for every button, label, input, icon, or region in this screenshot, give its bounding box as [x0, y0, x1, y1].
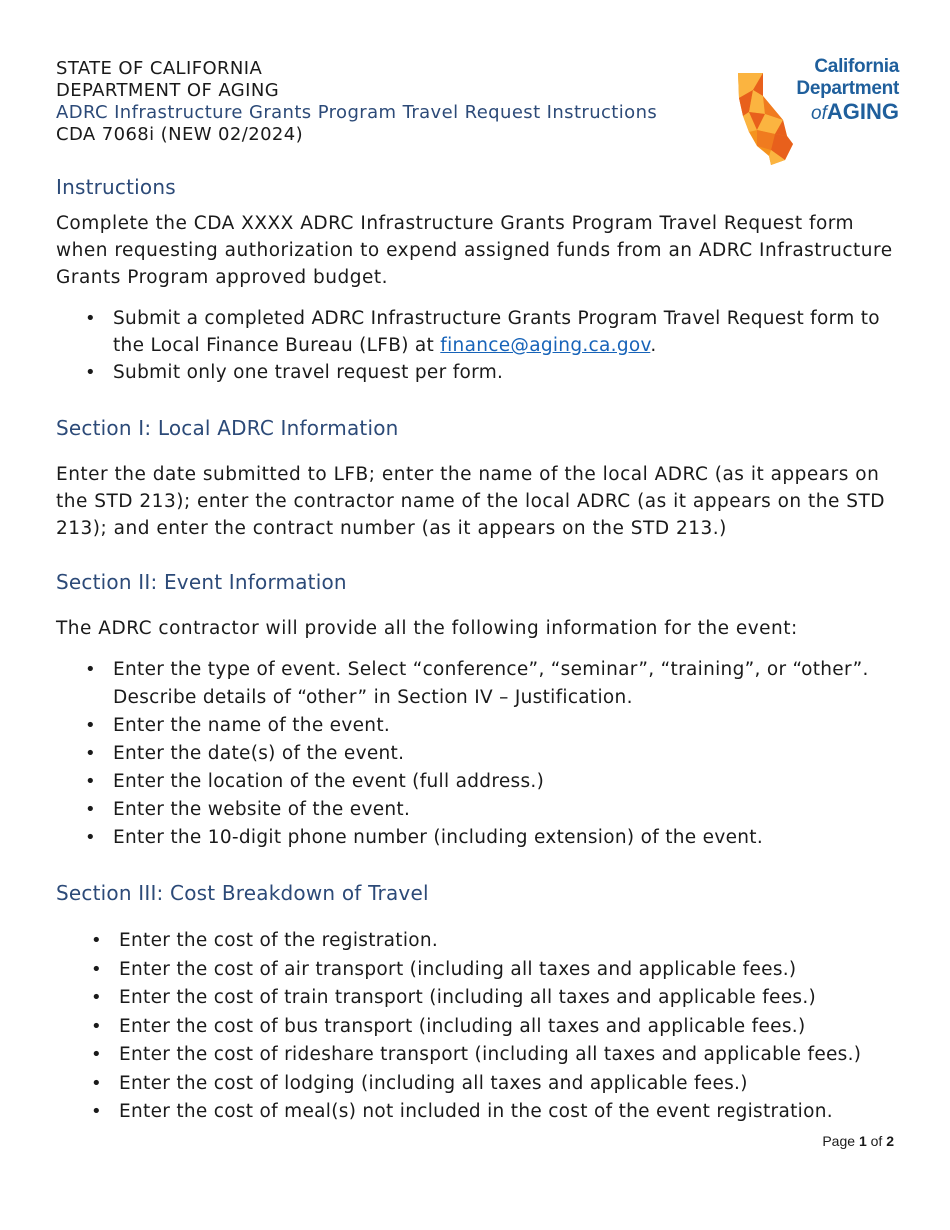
page-current: 1: [858, 1133, 867, 1149]
bullet-icon: •: [91, 1101, 102, 1122]
bullet-icon: •: [85, 771, 96, 792]
page-total: 2: [886, 1133, 894, 1149]
list-item-text: Enter the date(s) of the event.: [113, 743, 405, 764]
bullet-icon: •: [85, 715, 96, 736]
bullet-text: Submit a completed ADRC Infrastructure Grants Program Travel Request form to the Local Finance Bureau (LFB) at: [113, 308, 880, 356]
bullet-icon: •: [91, 987, 102, 1008]
list-item: [89, 1013, 904, 1042]
list-item: [83, 712, 898, 740]
logo-of: of: [811, 103, 827, 124]
list-item-text: Enter the name of the event.: [113, 715, 391, 736]
list-item: [89, 984, 904, 1013]
list-item: [83, 359, 898, 386]
section1-heading: Section I: Local ADRC Information: [56, 416, 399, 440]
section2-intro: The ADRC contractor will provide all the following information for the event:: [56, 618, 798, 639]
list-item: [89, 927, 904, 956]
list-item: [83, 656, 898, 712]
finance-email-link[interactable]: finance@aging.ca.gov: [440, 335, 651, 356]
section1-paragraph: Enter the date submitted to LFB; enter the name of the local ADRC (as it appears on the STD 213); enter the contractor name of the local ADRC (as it appears on the STD 213); and enter the contract number (as it appears on the STD 213.): [56, 464, 886, 539]
bullet-icon: •: [85, 362, 96, 383]
document-header: [56, 58, 657, 146]
list-item-text: Enter the cost of lodging (including all taxes and applicable fees.): [119, 1072, 748, 1094]
list-item-text: Enter the cost of bus transport (including all taxes and applicable fees.): [119, 1015, 806, 1037]
bullet-icon: •: [91, 1044, 102, 1065]
bullet-end: .: [650, 335, 657, 356]
instructions-heading: Instructions: [56, 175, 176, 199]
instructions-paragraph: Complete the CDA XXXX ADRC Infrastructure Grants Program Travel Request form when requesting authorization to expend assigned funds from an ADRC Infrastructure Grants Program approved budget.: [56, 213, 893, 288]
list-item-text: Enter the cost of air transport (including all taxes and applicable fees.): [119, 958, 797, 980]
list-item-text: Enter the website of the event.: [113, 799, 411, 820]
form-number: CDA 7068i (NEW 02/2024): [56, 124, 304, 145]
document-title: ADRC Infrastructure Grants Program Travel Request Instructions: [56, 102, 658, 123]
instructions-bullets: [83, 305, 898, 386]
bullet-icon: •: [91, 958, 102, 980]
list-item: [83, 796, 898, 824]
list-item-text: Enter the cost of the registration.: [119, 930, 439, 951]
list-item: [89, 1070, 904, 1099]
of-label: of: [870, 1133, 883, 1149]
list-item-text: Enter the cost of rideshare transport (including all taxes and applicable fees.): [119, 1044, 862, 1065]
section3-heading: Section III: Cost Breakdown of Travel: [56, 881, 429, 905]
list-item: [83, 768, 898, 796]
bullet-icon: •: [91, 1015, 102, 1037]
page-label: Page: [822, 1133, 856, 1149]
page-footer: [822, 1133, 894, 1149]
list-item: [89, 1041, 904, 1070]
bullet-text: Submit only one travel request per form.: [113, 362, 504, 383]
section3-list: [89, 927, 904, 1127]
list-item-text: Enter the cost of train transport (including all taxes and applicable fees.): [119, 987, 817, 1008]
bullet-icon: •: [85, 308, 96, 329]
list-item: [83, 824, 898, 852]
bullet-icon: •: [85, 799, 96, 820]
bullet-icon: •: [91, 1072, 102, 1094]
list-item: [89, 956, 904, 985]
state-name: STATE OF CALIFORNIA: [56, 58, 263, 79]
logo-line-department: Department: [796, 78, 899, 99]
logo-line-california: California: [814, 56, 899, 77]
logo-aging: AGING: [826, 99, 899, 124]
section2-heading: Section II: Event Information: [56, 570, 347, 594]
bullet-icon: •: [85, 659, 96, 680]
logo-wordmark: [767, 56, 899, 126]
list-item-text: Enter the location of the event (full address.): [113, 771, 545, 792]
list-item: [89, 1098, 904, 1127]
list-item: [83, 740, 898, 768]
department-name: DEPARTMENT OF AGING: [56, 80, 280, 101]
logo-line-aging: [767, 100, 899, 126]
list-item-text: Enter the cost of meal(s) not included in the cost of the event registration.: [119, 1101, 833, 1122]
bullet-icon: •: [85, 743, 96, 764]
bullet-icon: •: [91, 930, 102, 951]
list-item-text: Enter the type of event. Select “conference”, “seminar”, “training”, or “other”. Describe details of “other” in Section IV – Justification.: [113, 659, 869, 708]
bullet-icon: •: [85, 827, 96, 848]
list-item-text: Enter the 10-digit phone number (including extension) of the event.: [113, 827, 764, 848]
section2-list: [83, 656, 898, 852]
cda-logo: [735, 56, 900, 156]
list-item: [83, 305, 898, 359]
